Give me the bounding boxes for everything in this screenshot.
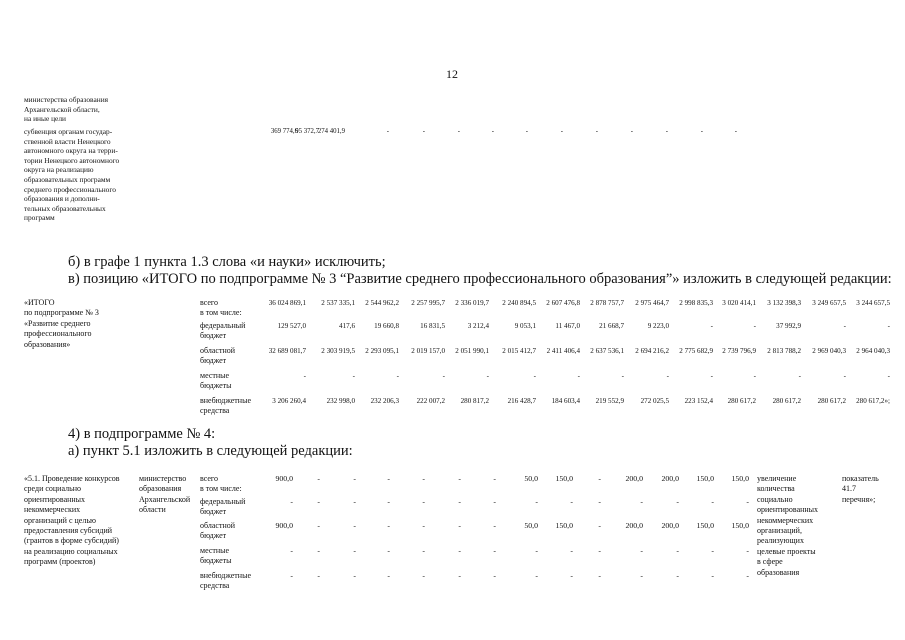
executor-line: образования — [139, 484, 182, 494]
itogo-value-cell: 280 617,2 — [772, 397, 801, 405]
item51-label-line: ориентированных — [24, 494, 86, 504]
item51-label-line: среди социально — [24, 484, 82, 494]
subsidy-line: ственной власти Ненецкого — [24, 136, 111, 146]
item51-value-cell: - — [317, 571, 320, 580]
item51-value-cell: - — [598, 474, 601, 483]
source-label-2: средства — [200, 406, 230, 415]
itogo-value-cell: - — [843, 372, 846, 380]
itogo-value-cell: - — [887, 322, 890, 330]
itogo-value-cell: 2 336 019,7 — [455, 299, 489, 307]
itogo-value-cell: 2 015 412,7 — [502, 347, 536, 355]
item51-value-cell: 50,0 — [524, 521, 538, 530]
result-line: в сфере — [757, 557, 783, 567]
itogo-value-cell: 280 817,2 — [460, 397, 489, 405]
item51-value-cell: - — [458, 497, 461, 506]
result-line: организаций, — [757, 526, 802, 536]
item51-value-cell: - — [353, 497, 356, 506]
paragraph-v: в) позицию «ИТОГО по подпрограмме № 3 “Развитие среднего профессионального образования”» изложить в следующей редакции: — [68, 271, 892, 287]
itogo-value-cell: - — [753, 322, 756, 330]
itogo-value-cell: 2 998 835,3 — [679, 299, 713, 307]
source-label-2: бюджет — [200, 356, 227, 365]
itogo-value-cell: 2 878 757,7 — [590, 299, 624, 307]
itogo-value-cell: 2 257 995,7 — [411, 299, 445, 307]
item51-label-line: программ (проектов) — [24, 557, 96, 567]
indicator-line: 41.7 — [842, 484, 856, 494]
itogo-value-cell: 2 975 464,7 — [635, 299, 669, 307]
item51-value-cell: - — [598, 571, 601, 580]
itogo-value-cell: 36 024 869,1 — [268, 299, 306, 307]
item51-label-line: (грантов в форме субсидий) — [24, 536, 119, 546]
itogo-value-cell: - — [621, 372, 624, 380]
item51-value-cell: 150,0 — [731, 521, 749, 530]
itogo-value-cell: 129 527,0 — [277, 322, 306, 330]
top-value-cell: 274 401,9 — [317, 128, 345, 135]
item51-value-cell: 900,0 — [275, 521, 293, 530]
item51-value-cell: - — [387, 474, 390, 483]
subsidy-line: тории Ненецкого автономного — [24, 155, 120, 165]
itogo-value-cell: 280 617,2 — [727, 397, 756, 405]
itogo-value-cell: - — [887, 372, 890, 380]
itogo-value-cell: 2 051 990,1 — [455, 347, 489, 355]
executor-line: министерство — [139, 474, 187, 483]
item51-value-cell: - — [422, 521, 425, 530]
top-value-cell: - — [665, 128, 668, 135]
itogo-value-cell: - — [533, 372, 536, 380]
item51-value-cell: - — [290, 497, 293, 506]
source-label-2: бюджеты — [200, 381, 232, 390]
itogo-value-cell: 3 212,4 — [467, 322, 489, 330]
itogo-value-cell: - — [710, 372, 713, 380]
item51-label-line: предоставления субсидий — [24, 526, 113, 536]
paragraph-4: 4) в подпрограмме № 4: — [68, 426, 216, 442]
item51-value-cell: - — [290, 571, 293, 580]
item51-value-cell: - — [422, 497, 425, 506]
top-value-cell: - — [560, 128, 563, 135]
itogo-value-cell: - — [753, 372, 756, 380]
itogo-value-cell: 223 152,4 — [684, 397, 713, 405]
source-label-2: бюджет — [200, 507, 227, 516]
item51-value-cell: - — [317, 474, 320, 483]
source-label: всего — [200, 298, 219, 307]
result-line: количества — [757, 484, 795, 494]
itogo-value-cell: 232 998,0 — [326, 397, 355, 405]
top-label-line: Архангельской области, — [24, 104, 100, 114]
item51-value-cell: - — [570, 546, 573, 555]
itogo-value-cell: 21 668,7 — [599, 322, 624, 330]
executor-line: Архангельской — [139, 494, 191, 504]
itogo-label-line: образования» — [24, 339, 71, 349]
item51-value-cell: - — [290, 546, 293, 555]
result-line: увеличение — [757, 474, 797, 483]
item51-value-cell: - — [493, 497, 496, 506]
itogo-value-cell: 2 544 962,2 — [365, 299, 399, 307]
itogo-value-cell: 417,6 — [339, 322, 355, 330]
item51-executor — [139, 474, 201, 516]
item51-value-cell: - — [640, 497, 643, 506]
item51-value-cell: - — [387, 571, 390, 580]
top-value-cell: - — [630, 128, 633, 135]
source-label-2: бюджет — [200, 531, 227, 540]
itogo-value-cell: 2 969 040,3 — [812, 347, 846, 355]
result-line: образования — [757, 567, 800, 577]
item51-value-cell: - — [493, 571, 496, 580]
itogo-value-cell: 219 552,9 — [595, 397, 624, 405]
subsidy-line: округа на реализацию — [24, 165, 94, 175]
itogo-value-cell: - — [798, 372, 801, 380]
itogo-value-cell: 32 689 081,7 — [268, 347, 306, 355]
itogo-value-cell: - — [843, 322, 846, 330]
source-label-2: бюджеты — [200, 556, 232, 565]
item51-value-cell: - — [317, 546, 320, 555]
item51-value-cell: 900,0 — [275, 474, 293, 483]
paragraph-a: а) пункт 5.1 изложить в следующей редакции: — [68, 443, 353, 459]
item51-label-line: организаций с целью — [24, 515, 96, 525]
top-value-cell: - — [422, 128, 425, 135]
source-label: федеральный — [200, 321, 246, 330]
itogo-value-cell: 2 411 406,4 — [546, 347, 580, 355]
item51-value-cell: - — [535, 571, 538, 580]
item51-value-cell: - — [711, 546, 714, 555]
result-line: социально — [757, 494, 793, 504]
source-label: всего — [200, 474, 219, 483]
source-label-2: средства — [200, 581, 230, 590]
item51-result — [757, 474, 837, 578]
itogo-value-cell: 2 964 040,3 — [856, 347, 890, 355]
item51-value-cell: - — [422, 571, 425, 580]
itogo-value-cell: 184 603,4 — [551, 397, 580, 405]
source-label: внебюджетные — [200, 571, 251, 580]
item51-value-cell: - — [711, 497, 714, 506]
result-line: реализующих — [757, 536, 804, 546]
itogo-value-cell: 16 831,5 — [420, 322, 445, 330]
item51-value-cell: - — [676, 571, 679, 580]
itogo-value-cell: 3 206 260,4 — [272, 397, 306, 405]
itogo-value-cell: 2 293 095,1 — [365, 347, 399, 355]
item51-value-cell: 200,0 — [625, 474, 643, 483]
executor-line: области — [139, 505, 166, 515]
itogo-value-cell: 3 020 414,1 — [722, 299, 756, 307]
source-label: областной — [200, 346, 236, 355]
item51-value-cell: - — [598, 521, 601, 530]
top-label-line: на иные цели — [24, 114, 66, 124]
top-value-cell: - — [734, 128, 737, 135]
itogo-value-cell: 2 019 157,0 — [411, 347, 445, 355]
itogo-value-cell: - — [303, 372, 306, 380]
itogo-value-cell: - — [666, 372, 669, 380]
top-value-cell: - — [525, 128, 528, 135]
item51-value-cell: - — [458, 546, 461, 555]
itogo-value-cell: 2 637 536,1 — [590, 347, 624, 355]
page-number: 12 — [446, 67, 458, 81]
item51-value-cell: - — [387, 546, 390, 555]
item51-value-cell: - — [493, 474, 496, 483]
item51-value-cell: - — [640, 546, 643, 555]
source-label: местные — [200, 546, 230, 555]
itogo-label-line: по подпрограмме № 3 — [24, 308, 99, 318]
itogo-value-cell: - — [577, 372, 580, 380]
itogo-value-cell: 3 244 657,5 — [856, 299, 890, 307]
itogo-value-cell: - — [710, 322, 713, 330]
itogo-value-cell: 11 467,0 — [555, 322, 580, 330]
itogo-value-cell: 2 775 682,9 — [679, 347, 713, 355]
itogo-value-cell: 280 617,2 — [817, 397, 846, 405]
itogo-value-cell: 272 025,5 — [640, 397, 669, 405]
top-label — [24, 95, 144, 124]
itogo-value-cell: 37 992,9 — [776, 322, 801, 330]
item51-value-cell: 150,0 — [696, 474, 714, 483]
itogo-value-cell: 232 206,3 — [370, 397, 399, 405]
item51-value-cell: - — [711, 571, 714, 580]
item51-value-cell: - — [458, 571, 461, 580]
item51-value-cell: 200,0 — [661, 474, 679, 483]
item51-indicator — [842, 474, 902, 505]
item51-value-cell: - — [493, 521, 496, 530]
itogo-value-cell: 9 223,0 — [647, 322, 669, 330]
item51-value-cell: - — [746, 571, 749, 580]
top-label-line: министерства образования — [24, 95, 109, 104]
item51-value-cell: - — [458, 474, 461, 483]
item51-value-cell: - — [598, 546, 601, 555]
top-value-cell: - — [386, 128, 389, 135]
subsidy-line: автономного округа на терри- — [24, 146, 118, 156]
subsidy-line: образования и дополни- — [24, 194, 100, 204]
item51-value-cell: 150,0 — [696, 521, 714, 530]
item51-value-cell: - — [353, 571, 356, 580]
item51-value-cell: 150,0 — [555, 474, 573, 483]
item51-value-cell: - — [317, 521, 320, 530]
item51-value-cell: - — [353, 521, 356, 530]
result-line: ориентированных — [757, 505, 819, 515]
itogo-value-cell: - — [396, 372, 399, 380]
itogo-value-cell: 2 240 894,5 — [502, 299, 536, 307]
subsidy-line: тельных образовательных — [24, 203, 106, 213]
top-value-cell: - — [491, 128, 494, 135]
item51-value-cell: 50,0 — [524, 474, 538, 483]
subsidy-line: среднего профессионального — [24, 184, 116, 194]
paragraph-b: б) в графе 1 пункта 1.3 слова «и науки» исключить; — [68, 254, 386, 270]
itogo-value-cell: 2 813 788,2 — [767, 347, 801, 355]
itogo-value-cell: 216 428,7 — [507, 397, 536, 405]
itogo-value-cell: 2 694 216,2 — [635, 347, 669, 355]
item51-label-line: на реализацию социальных — [24, 546, 118, 556]
source-label: внебюджетные — [200, 396, 251, 405]
itogo-value-cell: 2 739 796,9 — [722, 347, 756, 355]
item51-value-cell: - — [598, 497, 601, 506]
indicator-line: перечня»; — [842, 494, 876, 504]
item51-value-cell: - — [676, 546, 679, 555]
source-label-2: бюджет — [200, 331, 227, 340]
item51-value-cell: - — [746, 497, 749, 506]
itogo-value-cell: 280 617,2»; — [856, 397, 890, 405]
item51-value-cell: 200,0 — [661, 521, 679, 530]
item51-value-cell: - — [422, 474, 425, 483]
item51-value-cell: - — [570, 571, 573, 580]
top-value-cell: 95 372,7 — [295, 128, 319, 135]
item51-value-cell: - — [640, 571, 643, 580]
item51-value-cell: 150,0 — [731, 474, 749, 483]
item51-value-cell: - — [535, 546, 538, 555]
itogo-label-line: «ИТОГО — [24, 298, 55, 307]
itogo-label-line: «Развитие среднего — [24, 318, 91, 328]
top-value-cell: 369 774,6 — [270, 128, 298, 135]
source-label: местные — [200, 371, 230, 380]
source-label-2: в том числе: — [200, 484, 242, 493]
top-value-cell: - — [595, 128, 598, 135]
item51-value-cell: - — [422, 546, 425, 555]
item51-value-cell: - — [458, 521, 461, 530]
result-line: целевые проекты — [757, 546, 816, 556]
item51-value-cell: - — [676, 497, 679, 506]
item51-value-cell: - — [746, 546, 749, 555]
item51-value-cell: - — [387, 521, 390, 530]
item51-value-cell: - — [387, 497, 390, 506]
itogo-value-cell: 222 007,2 — [416, 397, 445, 405]
source-label-2: в том числе: — [200, 308, 242, 317]
top-value-cell: - — [457, 128, 460, 135]
item51-value-cell: 150,0 — [555, 521, 573, 530]
itogo-value-cell: 19 660,8 — [374, 322, 399, 330]
item51-label-line: «5.1. Проведение конкурсов — [24, 474, 120, 483]
itogo-label — [24, 298, 174, 350]
itogo-value-cell: - — [486, 372, 489, 380]
itogo-value-cell: 2 607 476,8 — [546, 299, 580, 307]
itogo-value-cell: 3 132 398,3 — [767, 299, 801, 307]
item51-value-cell: - — [493, 546, 496, 555]
itogo-value-cell: 2 303 919,5 — [321, 347, 355, 355]
itogo-value-cell: - — [352, 372, 355, 380]
item51-value-cell: - — [535, 497, 538, 506]
source-label: федеральный — [200, 497, 246, 506]
result-line: некоммерческих — [757, 515, 814, 525]
item51-value-cell: - — [353, 546, 356, 555]
subsidy-label — [24, 127, 148, 223]
item51-value-cell: - — [353, 474, 356, 483]
item51-value-cell: - — [570, 497, 573, 506]
indicator-line: показатель — [842, 474, 879, 483]
item51-label-line: некоммерческих — [24, 505, 81, 515]
item51-value-cell: 200,0 — [625, 521, 643, 530]
top-value-cell: - — [700, 128, 703, 135]
itogo-value-cell: 9 053,1 — [514, 322, 536, 330]
itogo-value-cell: - — [442, 372, 445, 380]
itogo-label-line: профессионального — [24, 329, 92, 339]
source-label: областной — [200, 521, 236, 530]
itogo-value-cell: 3 249 657,5 — [812, 299, 846, 307]
itogo-value-cell: 2 537 335,1 — [321, 299, 355, 307]
subsidy-line: образовательных программ — [24, 174, 111, 184]
item51-value-cell: - — [317, 497, 320, 506]
subsidy-line: субвенция органам государ- — [24, 127, 113, 136]
item51-label — [24, 474, 138, 568]
subsidy-line: программ — [24, 213, 55, 223]
